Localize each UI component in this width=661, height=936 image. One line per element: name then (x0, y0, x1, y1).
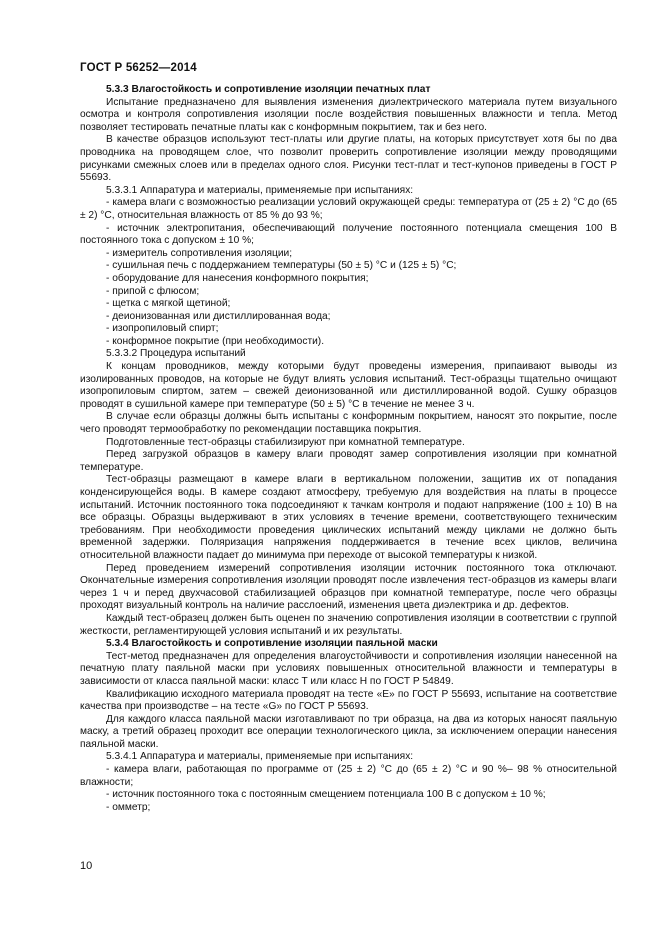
paragraph: К концам проводников, между которыми будут проведены измерения, припаивают выводы из изолированных проводов, на которые не будут влиять условия испытаний. Тест-образцы тщательно очищают изопропиловым спиртом, затем – свежей деионизованной или дистиллированной водой. Сушку образцов проводят в сушильной камере при температуре (50 ± 5) °С в течение не менее 3 ч. (80, 361, 617, 410)
section-heading: 5.3.3 Влагостойкость и сопротивление изоляции печатных плат (106, 84, 431, 95)
list-item: - конформное покрытие (при необходимости). (106, 335, 325, 347)
paragraph: Для каждого класса паяльной маски изготавливают по три образца, на два из которых наносят паяльную маску, а третий образец проходит все операции технологического цикла, за исключением операции нанесения паяльной маски. (80, 713, 617, 750)
paragraph: Испытание предназначено для выявления изменения диэлектрического материала путем визуального осмотра и контроля сопротивления изоляции после воздействия повышенных влажности и тепла. Метод позволяет тестировать печатные платы как с конформным покрытием, так и без него. (80, 96, 617, 133)
list-item: - омметр; (106, 801, 151, 813)
paragraph: В случае если образцы должны быть испытаны с конформным покрытием, наносят это покрытие, после чего проводят термообработку по рекомендации поставщика покрытия. (80, 411, 617, 436)
page-number: 10 (80, 860, 93, 872)
list-item: - сушильная печь с поддержанием температуры (50 ± 5) °С и (125 ± 5) °С; (106, 260, 457, 272)
list-item: - камера влаги, работающая по программе от (25 ± 2) °С до (65 ± 2) °С и 90 %– 98 % относительной влажности; (80, 764, 617, 788)
list-item: - деионизованная или дистиллированная вода; (106, 310, 331, 322)
list-item: - оборудование для нанесения конформного покрытия; (106, 272, 369, 284)
paragraph: Каждый тест-образец должен быть оценен по значению сопротивления изоляции в соответствии с группой жесткости, регламентирующей условия испытаний и их результаты. (80, 612, 617, 637)
subsection-title: 5.3.3.1 Аппаратура и материалы, применяемые при испытаниях: (106, 184, 414, 196)
subsection-title: 5.3.3.2 Процедура испытаний (106, 348, 246, 360)
section-heading: 5.3.4 Влагостойкость и сопротивление изоляции паяльной маски (106, 638, 438, 650)
paragraph: Перед загрузкой образцов в камеру влаги проводят замер сопротивления изоляции при комнатной температуре. (80, 449, 617, 473)
list-item: - источник электропитания, обеспечивающий получение постоянного потенциала смещения 100 В постоянного тока с допуском ± 10 %; (80, 222, 617, 247)
list-item: - щетка с мягкой щетиной; (106, 298, 231, 310)
paragraph: Квалификацию исходного материала проводят на тесте «E» по ГОСТ Р 55693, испытание на соответствие качества при производстве – на тесте «G» по ГОСТ Р 55693. (80, 688, 617, 713)
document-body (80, 84, 617, 814)
list-item: - источник постоянного тока с постоянным смещением потенциала 100 В с допуском ± 10 %; (106, 789, 546, 801)
paragraph: Тест-образцы размещают в камере влаги в вертикальном положении, защитив их от попадания конденсирующейся воды. В камере создают атмосферу, требуемую для воздействия на платы в процессе испытаний. Источник постоянного тока подсоединяют к тачкам контроля и подают напряжение (100 ± 10) В на все образцы. Образцы выдерживают в этих условиях в течение времени, соответствующего техническим требованиям. При необходимости проведения циклических испытаний между циклами не должно быть временной задержки. Поляризация напряжения поддерживается в течение всех циклов, величина относительной влажности падает до минимума при переходе от высокой температуры к низкой. (80, 474, 617, 561)
list-item: - припой с флюсом; (106, 285, 200, 297)
list-item: - измеритель сопротивления изоляции; (106, 247, 293, 259)
paragraph: Тест-метод предназначен для определения влагоустойчивости и сопротивления изоляции нанесенной на печатную плату паяльной маски при условиях повышенных относительной влажности и температуры в зависимости от класса паяльной маски: класс T или класс H по ГОСТ Р 54849. (80, 650, 617, 687)
paragraph: Подготовленные тест-образцы стабилизируют при комнатной температуре. (106, 436, 465, 448)
subsection-title: 5.3.4.1 Аппаратура и материалы, применяемые при испытаниях: (106, 751, 414, 763)
paragraph: Перед проведением измерений сопротивления изоляции источник постоянного тока отключают. Окончательные измерения сопротивления изоляции проводят после извлечения тест-образцов из камеры влаги через 1 ч и перед двухчасовой стабилизацией образцов при комнатной температуре, после чего образцы проходят визуальный контроль на наличие расслоений, изменения цвета диэлектрика и др. дефектов. (80, 562, 617, 612)
list-item: - камера влаги с возможностью реализации условий окружающей среды: температура от (25 ± 2) °С до (65 ± 2) °С, относительная влажность от 85 % до 93 %; (80, 197, 617, 221)
list-item: - изопропиловый спирт; (106, 323, 219, 335)
paragraph: В качестве образцов используют тест-платы или другие платы, на которых присутствует хотя бы по два проводника на проводящем слое, что позволит проверить сопротивление изоляции между проводящими рисунками смежных слоев или в пределах одного слоя. Рисунки тест-плат и тест-купонов приведены в ГОСТ Р 55693. (80, 134, 617, 184)
document-header: ГОСТ Р 56252—2014 (80, 62, 197, 74)
